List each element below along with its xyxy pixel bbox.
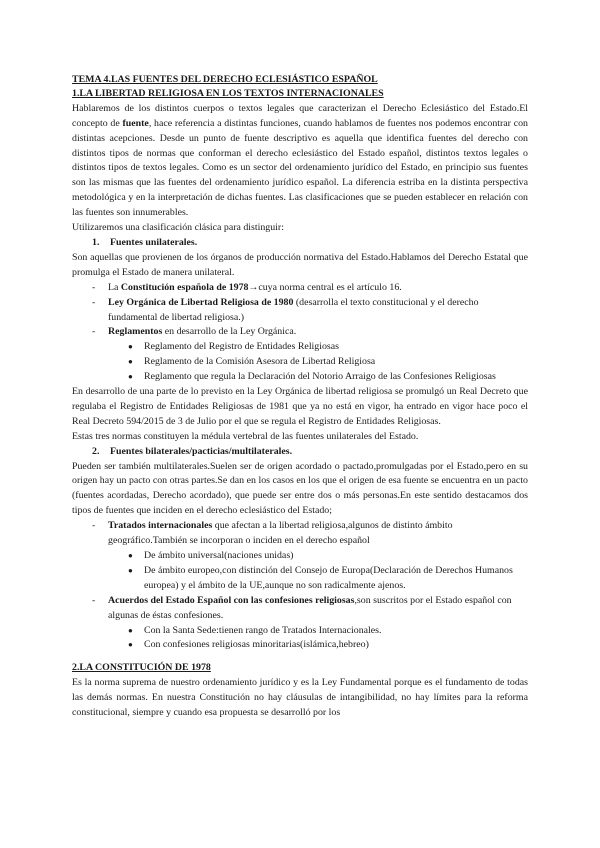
intro-classification: Utilizaremos una clasificación clásica para distinguir: [72,222,284,234]
list-item-text: Reglamento del Registro de Entidades Religiosas [144,341,339,353]
bilaterales-description: Pueden ser también multilaterales.Suelen ser de origen acordado o pactado,promulgadas por el Estado,pero en su origen hay un pacto con otras partes.Se dan en los casos en los que el origen de esa fuente se encuentra en un pacto (fuentes acordadas, Derecho acordado), que puede ser entre dos o más personas.En este sentido destacamos dos tipos de fuentes que inciden en el derecho eclesiástico del Estado; [72,460,528,517]
item-bold: Acuerdos del Estado Español con las confesiones religiosas [108,594,355,606]
list-item-reglamentos [72,325,528,340]
list-item-reglamento [72,340,528,355]
list-item-text: Reglamento que regula la Declaración del Notorio Arraigo de las Confesiones Religiosas [144,371,496,383]
item-text-post: que afectan a la libertad religiosa,algunos de distinto ámbito geográfico.También se incorporan o inciden en el derecho español [108,520,453,547]
list-item-text: Con confesiones religiosas minoritarias(islámica,hebreo) [144,639,369,651]
bullet-marker: ● [128,372,133,382]
dash-marker: - [92,326,96,338]
list-item-text: De ámbito europeo,con distinción del Consejo de Europa(Declaración de Derechos Humanos europea) y el ámbito de la UE,aunque no son radicalmente ajenos. [144,564,513,591]
item-bold: Tratados internacionales [108,520,213,532]
heading-text: Fuentes bilaterales/pacticias/multilaterales. [110,445,293,457]
list-item-acuerdo [72,624,528,639]
dash-marker: - [92,296,96,308]
list-number: 2. [92,445,100,457]
list-item-acuerdos [72,594,528,624]
intro-term-fuente: fuente [122,117,149,129]
item-text-pre: La [108,281,121,293]
intro-text-pre: Hablaremos de los distintos cuerpos o textos legales que caracterizan el Derecho Eclesiástico del Estado.El concepto de [72,102,528,129]
item-bold: Reglamentos [108,326,163,338]
list-item-constitucion [72,281,528,296]
bullet-marker: ● [128,357,133,367]
list-item-text: Con la Santa Sede:tienen rango de Tratados Internacionales. [144,624,382,636]
constitucion-paragraph: Es la norma suprema de nuestro ordenamiento jurídico y es la Ley Fundamental porque es el fundamento de todas las demás normas. En nuestra Constitución no hay cláusulas de intangibilidad, no hay límites para la reforma constitucional, siempre y cuando esa propuesta se desarrolló por los [72,677,528,719]
bullet-marker: ● [128,565,133,575]
dash-marker: - [92,281,96,293]
topic-title: TEMA 4.LAS FUENTES DEL DERECHO ECLESIÁSTICO ESPAÑOL [72,74,378,85]
list-item-text: Reglamento de la Comisión Asesora de Libertad Religiosa [144,356,376,368]
document-body [72,73,528,721]
item-bold: Constitución española de 1978 [120,281,249,293]
item-text-post: (desarrolla el texto constitucional y el derecho fundamental de libertad religiosa.) [108,296,479,323]
bullet-marker: ● [128,551,133,560]
list-item-acuerdo [72,638,528,653]
dash-marker: - [92,594,96,606]
item-text-post: en desarrollo de la Ley Orgánica. [162,326,297,338]
list-item-ambito [72,564,528,594]
list-item-tratados [72,519,528,549]
heading-text: Fuentes unilaterales. [110,236,198,248]
item-text-post: ,son suscritos por el Estado español con algunas de éstas confesiones. [108,594,512,621]
item-bold: Ley Orgánica de Libertad Religiosa de 1980 [108,296,294,308]
intro-paragraph [72,102,528,221]
list-item-ley-organica [72,296,528,326]
bullet-marker: ● [128,625,133,635]
item-text-post: →cuya norma central es el artículo 16. [248,281,402,293]
unilaterales-description: Son aquellas que provienen de los órganos de producción normativa del Estado.Hablamos del Derecho Estatal que promulga el Estado de manera unilateral. [72,251,528,278]
bullet-marker: ● [128,640,133,650]
dash-marker: - [92,520,96,532]
summary-paragraph: Estas tres normas constituyen la médula vertebral de las fuentes unilaterales del Estado. [72,430,419,442]
list-item-text: De ámbito universal(naciones unidas) [144,550,294,561]
list-item-ambito [72,549,528,564]
section-2-title: 2.LA CONSTITUCIÓN DE 1978 [72,662,211,674]
heading-fuentes-unilaterales [72,236,528,251]
list-number: 1. [92,236,100,248]
section-1-title: 1.LA LIBERTAD RELIGIOSA EN LOS TEXTOS INTERNACIONALES [72,87,384,99]
heading-fuentes-bilaterales [72,445,528,460]
intro-text-post: , hace referencia a distintas funciones, cuando hablamos de fuentes nos podemos encontrar con distintas acepciones. Desde un punto de fuente descriptivo es aquella que identifica fuentes del derecho con distintos tipos de normas que conforman el derecho eclesiástico del Estado español, distintos textos legales o distintos tipos de textos legales. Como es un sector del ordenamiento jurídico del Estado, en principio sus fuentes son las mismas que las fuentes del ordenamiento jurídico español. La diferencia estriba en la distinta perspectiva metodológica y en la interpretación de dichas fuentes. Las clasificaciones que se pueden establecer en relación con las fuentes son innumerables. [72,117,528,219]
real-decreto-paragraph: En desarrollo de una parte de lo previsto en la Ley Orgánica de libertad religiosa se promulgó un Real Decreto que regulaba el Registro de Entidades Religiosas de 1981 que ya no está en vigor, ha entrado en vigor hace poco el Real Decreto 594/2015 de 3 de Julio por el que se regula el Registro de Entidades Religiosas. [72,386,528,427]
bullet-marker: ● [128,342,133,352]
list-item-reglamento [72,370,528,385]
list-item-reglamento [72,355,528,370]
